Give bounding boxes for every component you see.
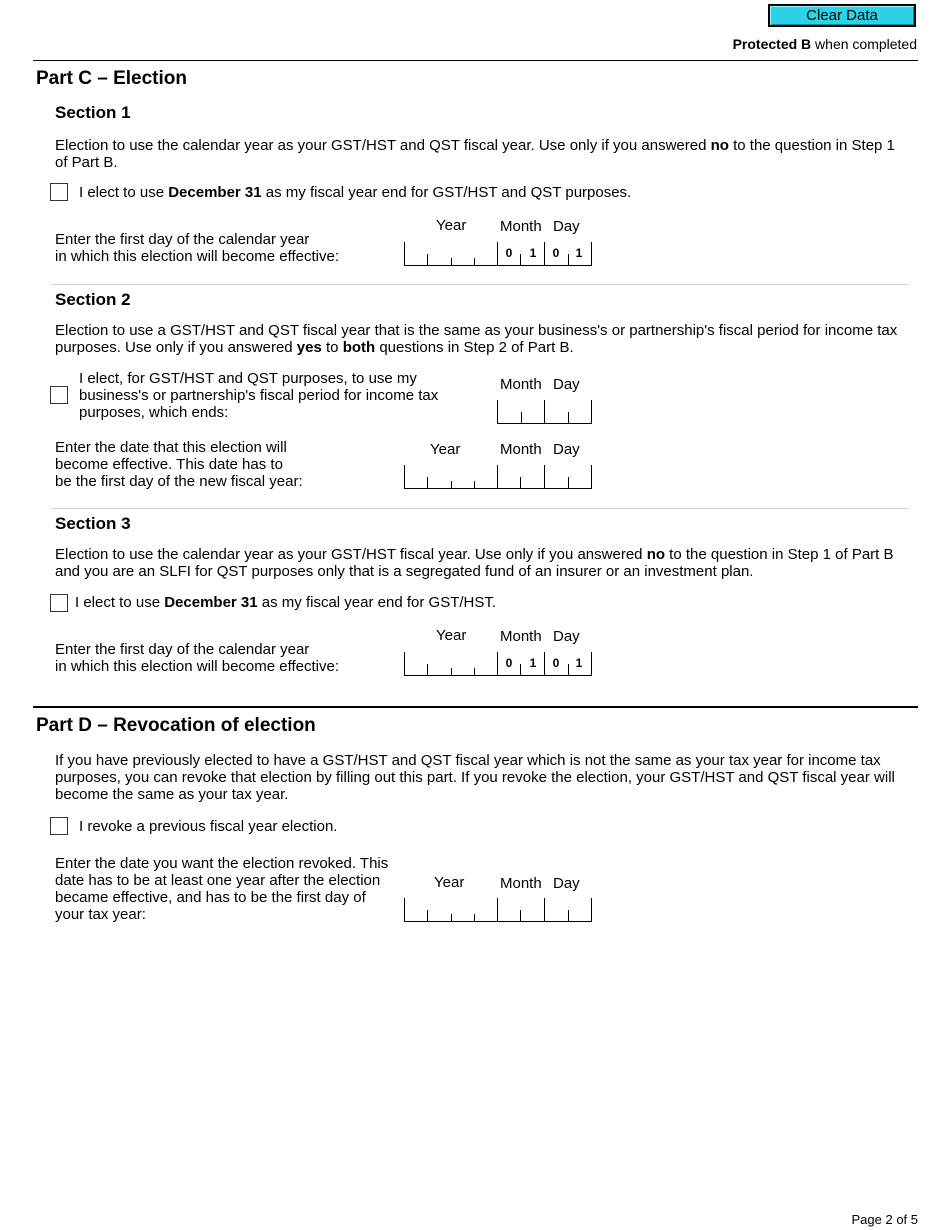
- s3-month-label: Month: [500, 628, 542, 645]
- section-2-instructions: Election to use a GST/HST and QST fiscal year that is the same as your business's or partnership's fiscal period for income tax purposes. Use only if you answered yes to both questions in Step 2 of Part B.: [55, 322, 898, 356]
- page-number: Page 2 of 5: [851, 1212, 918, 1227]
- protected-b-notice: [733, 36, 917, 52]
- section-2-date-prompt: Enter the date that this election will become effective. This date has to be the first day of the new fiscal year:: [55, 439, 303, 490]
- section-2-title: Section 2: [55, 290, 131, 309]
- s1-month-digit-1: 0: [505, 246, 513, 260]
- section-3-date-prompt: Enter the first day of the calendar year in which this election will become effective:: [55, 641, 340, 675]
- top-divider: [33, 60, 918, 61]
- s3-month-digit-2: 1: [529, 656, 537, 670]
- section-1-effective-date-field[interactable]: [404, 242, 592, 266]
- s1-year-label: Year: [436, 217, 467, 234]
- section-1-instructions: Election to use the calendar year as your GST/HST and QST fiscal year. Use only if you answered no to the question in Step 1 of Part B.: [55, 137, 895, 171]
- part-d-title: Part D – Revocation of election: [36, 715, 316, 736]
- s2-fiscal-day-label: Day: [553, 376, 580, 393]
- s3-day-label: Day: [553, 628, 580, 645]
- s3-day-digit-1: 0: [552, 656, 560, 670]
- section-1-date-prompt: Enter the first day of the calendar year in which this election will become effective:: [55, 231, 340, 265]
- section-3-effective-date-field[interactable]: [404, 652, 592, 676]
- part-d-date-prompt: Enter the date you want the election revoked. This date has to be at least one year after the election became effective, and has to be the first day of your tax year:: [55, 855, 389, 923]
- protected-b-label: Protected B: [732, 36, 812, 52]
- s2-fiscal-month-label: Month: [500, 376, 542, 393]
- clear-data-button[interactable]: Clear Data: [768, 4, 916, 27]
- part-d-checkbox-label: I revoke a previous fiscal year election.: [79, 818, 338, 835]
- s3-month-digit-1: 0: [505, 656, 513, 670]
- s1-month-label: Month: [500, 218, 542, 235]
- part-d-revocation-date-field[interactable]: [404, 898, 592, 922]
- section-2-checkbox[interactable]: [50, 386, 68, 404]
- s1-day-label: Day: [553, 218, 580, 235]
- section-divider: [52, 508, 908, 509]
- section-1-title: Section 1: [55, 103, 131, 122]
- protected-b-suffix: when completed: [811, 36, 917, 52]
- part-d-month-label: Month: [500, 875, 542, 892]
- part-d-instructions: If you have previously elected to have a GST/HST and QST fiscal year which is not the same as your tax year for income tax purposes, you can revoke that election by filling out this part. If you revoke the election, your GST/HST and QST fiscal year will become the same as your tax year.: [55, 752, 895, 803]
- part-d-year-label: Year: [434, 874, 465, 891]
- section-2-effective-date-field[interactable]: [404, 465, 592, 489]
- s2-month-label: Month: [500, 441, 542, 458]
- part-c-title: Part C – Election: [36, 68, 187, 89]
- section-3-title: Section 3: [55, 514, 131, 533]
- s1-month-digit-2: 1: [529, 246, 537, 260]
- part-d-divider: [33, 706, 918, 708]
- part-d-day-label: Day: [553, 875, 580, 892]
- section-1-checkbox[interactable]: [50, 183, 68, 201]
- s1-day-digit-1: 0: [552, 246, 560, 260]
- section-divider: [52, 284, 908, 285]
- section-3-instructions: Election to use the calendar year as your GST/HST fiscal year. Use only if you answered no to the question in Step 1 of Part B and you are an SLFI for QST purposes only that is a segregated fund of an insurer or an investment plan.: [55, 546, 894, 580]
- s2-year-label: Year: [430, 441, 461, 458]
- s3-year-label: Year: [436, 627, 467, 644]
- section-3-checkbox[interactable]: [50, 594, 68, 612]
- section-3-checkbox-label: I elect to use December 31 as my fiscal year end for GST/HST.: [75, 594, 497, 611]
- section-2-checkbox-label: I elect, for GST/HST and QST purposes, to use my business's or partnership's fiscal period for income tax purposes, which ends:: [79, 370, 439, 421]
- s2-day-label: Day: [553, 441, 580, 458]
- s1-day-digit-2: 1: [575, 246, 583, 260]
- section-1-checkbox-label: I elect to use December 31 as my fiscal year end for GST/HST and QST purposes.: [79, 184, 632, 201]
- s3-day-digit-2: 1: [575, 656, 583, 670]
- section-2-fiscal-end-field[interactable]: [497, 400, 592, 424]
- part-d-revoke-checkbox[interactable]: [50, 817, 68, 835]
